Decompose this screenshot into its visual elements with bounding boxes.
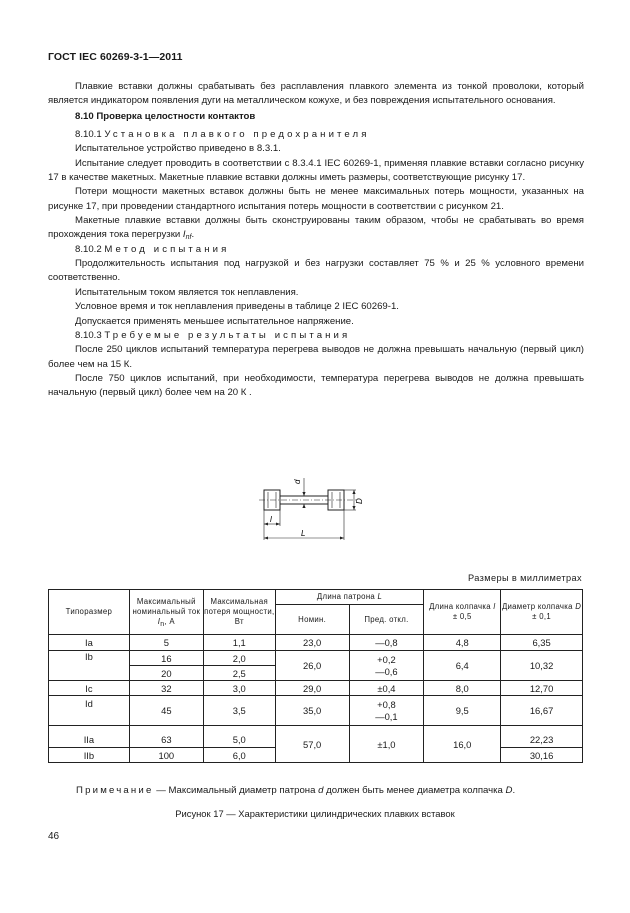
col-header-cap-length: Длина колпачка l ± 0,5 [424, 590, 501, 635]
table-row: Id 45 3,5 35,0 +0,8 —0,1 9,5 16,67 [49, 696, 583, 726]
note-label: Примечание [76, 785, 154, 796]
units-note: Размеры в миллиметрах [467, 573, 582, 583]
paragraph: Испытательное устройство приведено в 8.3.1. [75, 143, 281, 155]
subsection-title: Установка плавкого предохранителя [104, 129, 370, 141]
symbol: I [182, 229, 186, 241]
col-header-tolerance: Пред. откл. [349, 605, 424, 635]
paragraph [48, 214, 584, 243]
label-l: l [270, 515, 272, 524]
paragraph-text: Макетные плавкие вставки должны быть сконструированы таким образом, чтобы не срабатывать во время прохождения тока перегрузки [48, 215, 584, 241]
paragraph: Условное время и ток неплавления приведены в таблице 2 IEC 60269-1. [75, 301, 399, 313]
paragraph: Испытание следует проводить в соответствии с 8.3.4.1 IEC 60269-1, применяя плавкие вставки согласно рисунку 17 в качестве макетных. Макетные плавкие вставки должны иметь размеры, соответствующие рисунку 17. [48, 157, 584, 184]
body-text [48, 80, 584, 401]
paragraph: Потери мощности макетных вставок должны быть не менее максимальных потерь мощности, указанных на рисунке 17, при проведении стандартного испытания потерь мощности в соответствии с рисунком 21. [48, 186, 584, 212]
subsection-title: Метод испытания [104, 243, 230, 255]
subsection-heading [48, 243, 584, 257]
table-row: Ic 32 3,0 29,0 ±0,4 8,0 12,70 [49, 681, 583, 696]
paragraph: Испытательным током является ток неплавления. [75, 286, 299, 298]
col-header-type: Типоразмер [49, 590, 130, 635]
label-D: D [355, 498, 364, 504]
paragraph: Продолжительность испытания под нагрузкой и без нагрузки составляет 75 % и 25 % условного времени соответственно. [48, 258, 584, 284]
subsection-heading [48, 128, 584, 142]
table-note: Примечание — Максимальный диаметр патрона d должен быть менее диаметра колпачка D. [76, 785, 516, 796]
col-header-power: Максимальная потеря мощности, Вт [203, 590, 275, 635]
label-L: L [301, 529, 306, 538]
fuse-drawing [255, 474, 375, 544]
col-header-current: Максимальный номинальный ток $I_n$, А [129, 590, 203, 635]
label-d: d [293, 479, 302, 484]
col-header-length: Длина патрона L [275, 590, 424, 605]
subsection-number: 8.10.1 [75, 129, 102, 141]
paragraph: Допускается применять меньшее испытательное напряжение. [75, 315, 354, 327]
document-header: ГОСТ IEC 60269-3-1—2011 [48, 51, 183, 63]
paragraph: Плавкие вставки должны срабатывать без расплавления плавкого элемента из тонкой проволоки, который является индикатором появления дуги на металлическом кожухе, и без повреждения испытательного основания. [48, 81, 584, 107]
table-row: 20 2,5 [49, 666, 583, 681]
col-header-nominal: Номин. [275, 605, 349, 635]
paragraph: После 250 циклов испытаний температура перегрева выводов не должна превышать начальную (первый цикл) более чем на 15 К. [48, 344, 584, 370]
fuse-dimensions-table [48, 589, 583, 763]
figure-caption: Рисунок 17 — Характеристики цилиндрических плавких вставок [175, 808, 455, 819]
section-heading: 8.10 Проверка целостности контактов [75, 110, 256, 122]
paragraph: После 750 циклов испытаний, при необходимости, температура перегрева выводов не должна превышать начальную (первый цикл) более чем на 20 К . [48, 372, 584, 399]
table-row: Ia 5 1,1 23,0 —0,8 4,8 6,35 [49, 635, 583, 651]
table-row: Ib 16 2,0 26,0 +0,2 —0,6 6,4 10,32 [49, 651, 583, 666]
page-number: 46 [48, 831, 60, 842]
table-row: IIb 100 6,0 30,16 [49, 748, 583, 763]
col-header-cap-diameter: Диаметр колпачка D ± 0,1 [501, 590, 583, 635]
subsection-title: Требуемые результаты испытания [104, 329, 351, 341]
paragraph-end: . [191, 229, 195, 241]
subsection-heading [48, 329, 584, 343]
table-row: IIa 63 5,0 57,0 ±1,0 16,0 22,23 [49, 726, 583, 748]
subsection-number: 8.10.2 [75, 243, 102, 255]
subsection-number: 8.10.3 [75, 329, 102, 341]
symbol-subscript: nf [185, 234, 192, 242]
